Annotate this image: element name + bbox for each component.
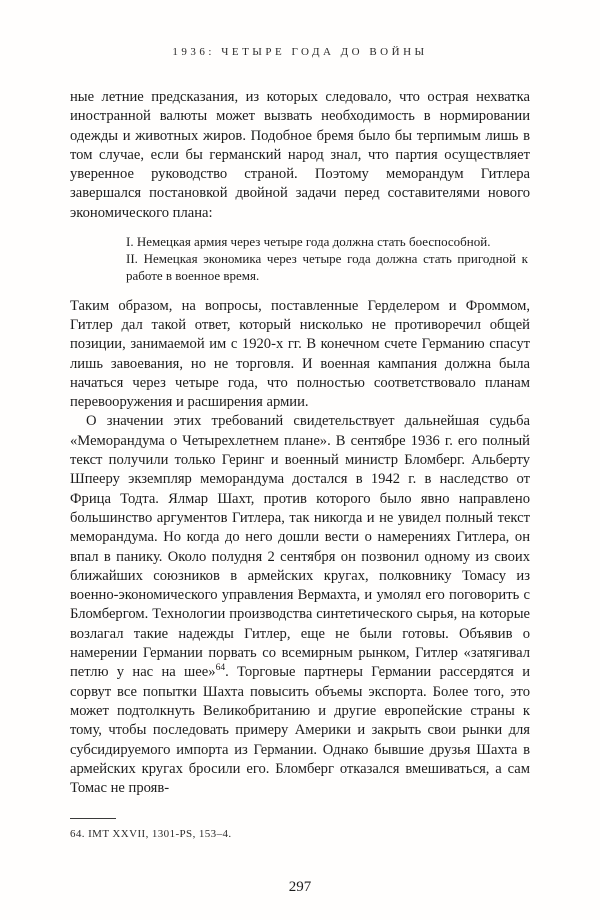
directive-item-2: II. Немецкая экономика через четыре года должна стать пригодной к работе в военное время. — [126, 251, 528, 284]
running-header: 1936: ЧЕТЫРЕ ГОДА ДО ВОЙНЫ — [172, 46, 428, 58]
footnote-separator-rule — [70, 818, 116, 819]
paragraph-text-before-footnote-ref: О значении этих требований свидетельствует дальнейшая судьба «Меморандума о Четырехлетнем плане». В сентябре 1936 г. его полный текст получили только Геринг и военный министр Бломберг. Альберту Шпееру экземпляр меморандума достался в 1942 г. в наследство от Фрица Тодта. Ялмар Шахт, против которого было явно направлено большинство аргументов Гитлера, так никогда и не увидел полный текст меморандума. Но когда до него дошли вести о намерениях Гитлера, он впал в панику. Около полудня 2 сентября он позвонил одному из своих ближайших союзников в армейских кругах, полковнику Томасу из военно-экономического управления Вермахта, и умолял его поговорить с Бломбергом. Технологии производства синтетического сырья, на которые возлагал такие надежды Гитлер, еще не были готовы. Объявив о намерении Германии порвать со всемирным рынком, Гитлер «затягивал петлю у нас на шее» — [70, 413, 530, 681]
footnote-reference-64: 64 — [215, 663, 226, 674]
body-text — [70, 88, 530, 798]
paragraph-continuation: ные летние предсказания, из которых следовало, что острая нехватка иностранной валюты может вызвать необходимость в нормировании одежды и животных жиров. Подобное бремя было бы терпимым лишь в том случае, если бы германский народ знал, что партия осуществляет уверенное руководство страной. Поэтому меморандум Гитлера завершался постановкой двойной задачи перед составителями нового экономического плана: — [70, 89, 530, 221]
directive-item-1: I. Немецкая армия через четыре года должна стать боеспособной. — [126, 234, 491, 250]
paragraph-text-after-footnote-ref: . Торговые партнеры Германии рассердятся и сорвут все попытки Шахта повысить объемы экспорта. Более того, это может подтолкнуть Великобританию и другие европейские страны к тому, чтобы последовать примеру Америки и закрыть свои рынки для субсидируемого импорта из Германии. Однако бывшие друзья Шахта в армейских кругах бросили его. Бломберг отказался вмешиваться, а сам Томас не прояв- — [70, 664, 531, 797]
page-number: 297 — [288, 879, 312, 895]
numbered-directives-list — [70, 233, 530, 285]
footnote-block — [70, 818, 530, 840]
paragraph-memorandum-fate — [70, 412, 530, 798]
paragraph-conclusion: Таким образом, на вопросы, поставленные Герделером и Фроммом, Гитлер дал такой ответ, который нисколько не противоречил общей позиции, занимаемой им с 1920-х гг. В конечном счете Германию спасут лишь завоевания, но не торговля. И военная кампания должна была начаться через четыре года, что полностью соответствовало планам перевооружения и расширения армии. — [70, 297, 530, 411]
footnote-text: 64. IMT XXVII, 1301-PS, 153–4. — [70, 828, 232, 840]
